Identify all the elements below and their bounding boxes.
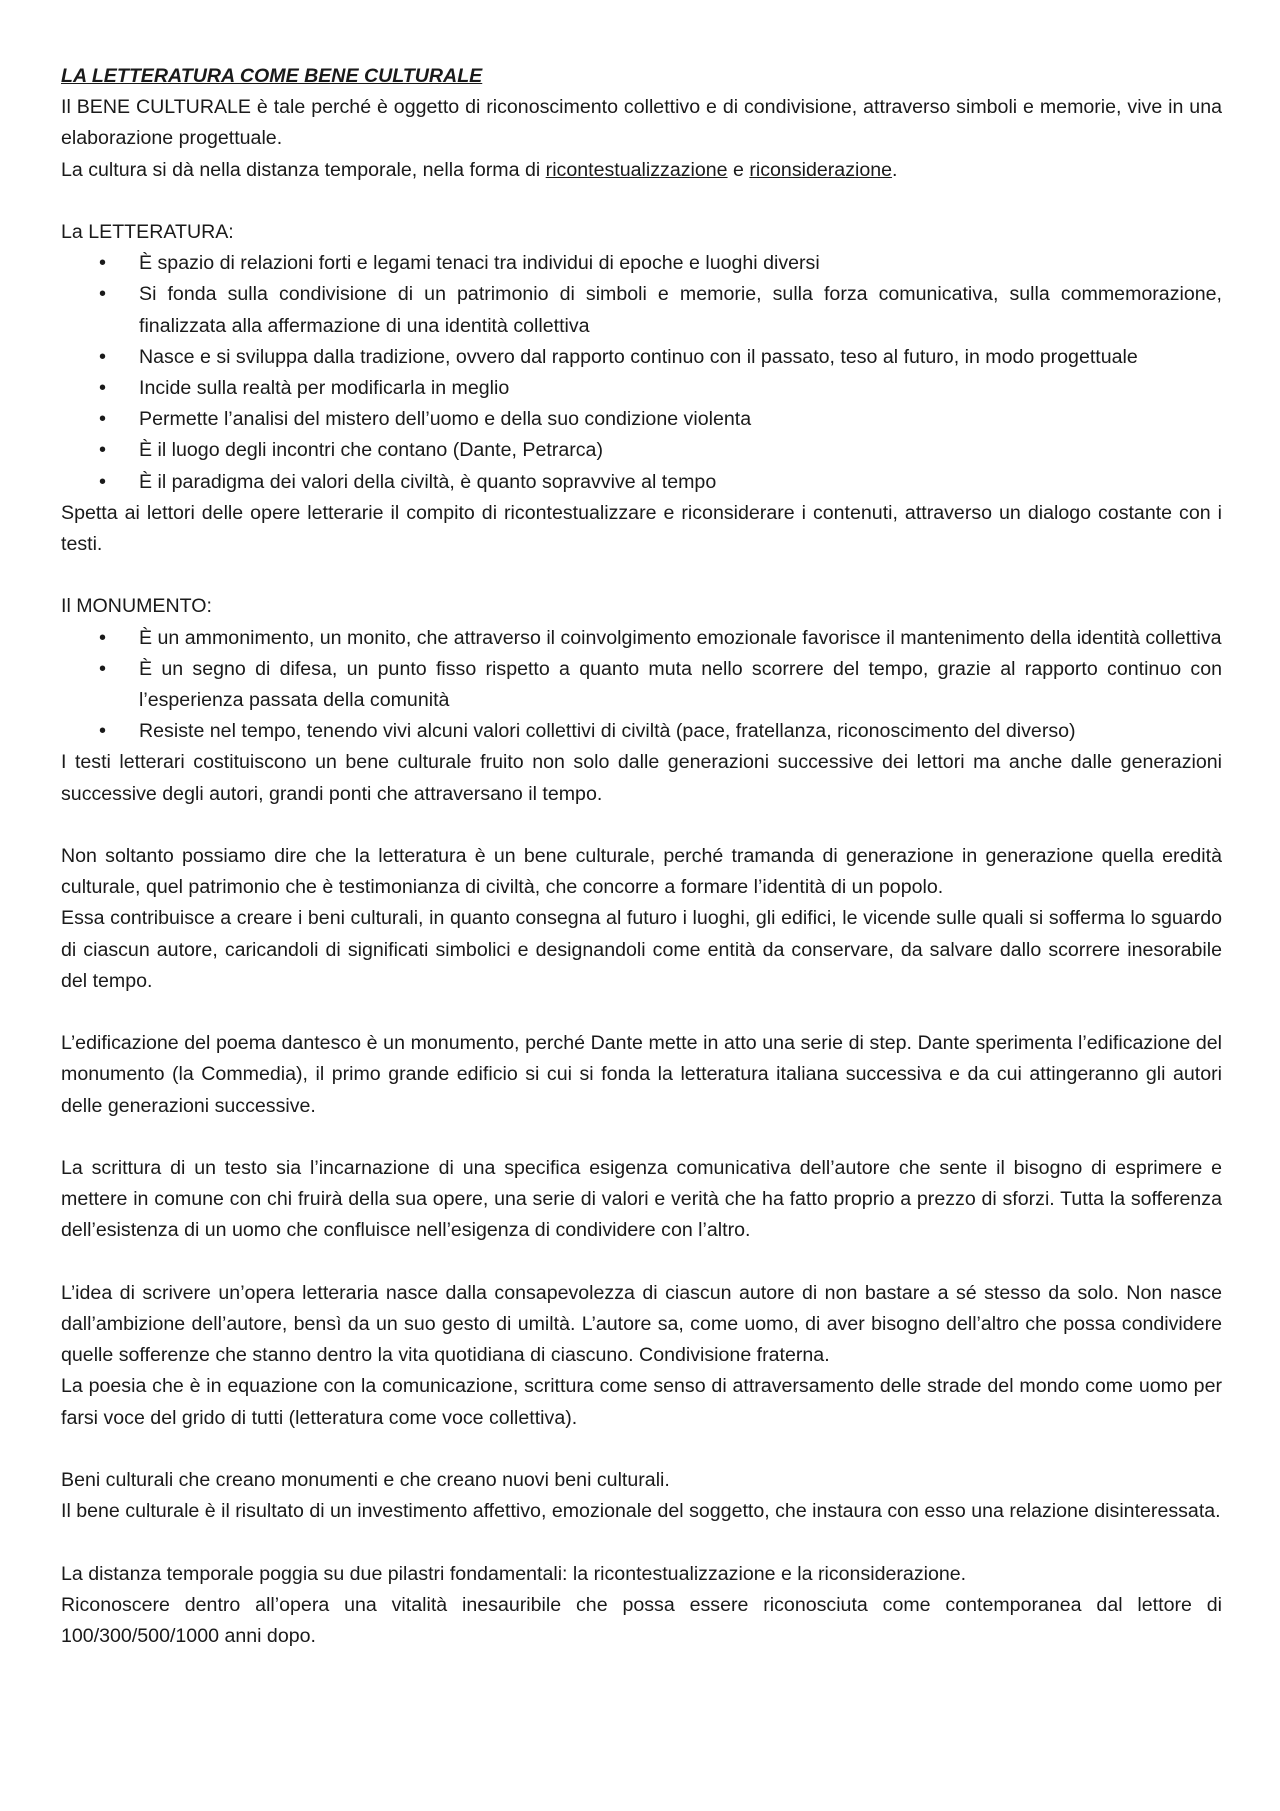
body-paragraph: L’idea di scrivere un’opera letteraria nasce dalla consapevolezza di ciascun autore di non bastare a sé stesso da solo. Non nasce dall’ambizione dell’autore, bensì da un suo gesto di umiltà. L’autore sa, come uomo, di aver bisogno dell’altro che possa condividere quelle sofferenze che stanno dentro la vita quotidiana di ciascuno. Condivisione fraterna. bbox=[61, 1281, 1222, 1367]
monumento-list bbox=[61, 623, 1222, 748]
bullet-icon: • bbox=[99, 470, 107, 493]
list-item-text: È il paradigma dei valori della civiltà, è quanto sopravvive al tempo bbox=[139, 470, 717, 493]
blank-line bbox=[61, 1434, 1222, 1465]
list-item bbox=[61, 467, 1222, 498]
list-item bbox=[61, 623, 1222, 654]
letteratura-heading: La LETTERATURA: bbox=[61, 221, 234, 243]
list-item-text: È un ammonimento, un monito, che attraverso il coinvolgimento emozionale favorisce il mantenimento della identità collettiva bbox=[139, 626, 1222, 649]
body-paragraph: Beni culturali che creano monumenti e che creano nuovi beni culturali. bbox=[61, 1469, 670, 1492]
bullet-icon: • bbox=[99, 345, 107, 368]
body-paragraph: Essa contribuisce a creare i beni culturali, in quanto consegna al futuro i luoghi, gli edifici, le vicende sulle quali si sofferma lo sguardo di ciascun autore, caricandoli di significati simbolici e designandoli come entità da conservare, da salvare dallo scorrere inesorabile del tempo. bbox=[61, 907, 1222, 992]
intro-text-start: La cultura si dà nella distanza temporale, nella forma di bbox=[61, 158, 546, 181]
bullet-icon: • bbox=[99, 439, 107, 462]
list-item bbox=[61, 342, 1222, 373]
blank-line bbox=[61, 1527, 1222, 1558]
list-item-text: È il luogo degli incontri che contano (Dante, Petrarca) bbox=[139, 439, 603, 462]
list-item-text: Resiste nel tempo, tenendo vivi alcuni valori collettivi di civiltà (pace, fratellanza, riconoscimento del diverso) bbox=[139, 720, 1076, 743]
list-item-text: Si fonda sulla condivisione di un patrimonio di simboli e memorie, sulla forza comunicativa, sulla commemorazione, finalizzata alla affermazione di una identità collettiva bbox=[139, 283, 1222, 337]
intro-paragraph-1: Il BENE CULTURALE è tale perché è oggetto di riconoscimento collettivo e di condivisione, attraverso simboli e memorie, vive in una elaborazione progettuale. bbox=[61, 96, 1222, 150]
list-item bbox=[61, 404, 1222, 435]
list-item bbox=[61, 248, 1222, 279]
intro-text-mid: e bbox=[727, 158, 750, 181]
body-paragraph: La scrittura di un testo sia l’incarnazione di una specifica esigenza comunicativa dell’autore che sente il bisogno di esprimere e mettere in comune con chi fruirà della sua opere, una serie di valori e verità che ha fatto proprio a prezzo di sforzi. Tutta la sofferenza dell’esistenza di un uomo che confluisce nell’esigenza di condividere con l’altro. bbox=[61, 1157, 1222, 1242]
document-title: LA LETTERATURA COME BENE CULTURALE bbox=[61, 65, 483, 87]
letteratura-conclusion: Spetta ai lettori delle opere letterarie il compito di ricontestualizzare e riconsiderare i contenuti, attraverso un dialogo costante con i testi. bbox=[61, 501, 1222, 556]
list-item-text: È spazio di relazioni forti e legami tenaci tra individui di epoche e luoghi diversi bbox=[139, 252, 820, 275]
list-item-text: È un segno di difesa, un punto fisso rispetto a quanto muta nello scorrere del tempo, grazie al rapporto continuo con l’esperienza passata della comunità bbox=[139, 657, 1222, 712]
monumento-heading: Il MONUMENTO: bbox=[61, 595, 212, 618]
blank-line bbox=[61, 186, 1222, 217]
body-paragraph: La distanza temporale poggia su due pilastri fondamentali: la ricontestualizzazione e la riconsiderazione. bbox=[61, 1562, 967, 1585]
body-paragraph: La poesia che è in equazione con la comunicazione, scrittura come senso di attraversamento delle strade del mondo come uomo per farsi voce del grido di tutti (letteratura come voce collettiva). bbox=[61, 1375, 1222, 1429]
list-item bbox=[61, 279, 1222, 341]
list-item-text: Incide sulla realtà per modificarla in meglio bbox=[139, 377, 510, 400]
bullet-icon: • bbox=[99, 657, 107, 680]
blank-line bbox=[61, 560, 1222, 591]
blank-line bbox=[61, 1122, 1222, 1153]
bullet-icon: • bbox=[99, 283, 107, 306]
bullet-icon: • bbox=[99, 252, 107, 275]
body-paragraph: Il bene culturale è il risultato di un investimento affettivo, emozionale del soggetto, che instaura con esso una relazione disinteressata. bbox=[61, 1500, 1221, 1523]
blank-line bbox=[61, 997, 1222, 1028]
list-item bbox=[61, 373, 1222, 404]
blank-line bbox=[61, 1247, 1222, 1278]
body-paragraph: Non soltanto possiamo dire che la letteratura è un bene culturale, perché tramanda di generazione in generazione quella eredità culturale, quel patrimonio che è testimonianza di civiltà, che concorre a formare l’identità di un popolo. bbox=[61, 845, 1222, 899]
body-paragraph: L’edificazione del poema dantesco è un monumento, perché Dante mette in atto una serie di step. Dante sperimenta l’edificazione del monumento (la Commedia), il primo grande edificio si cui si fonda la letteratura italiana successiva e da cui attingeranno gli autori delle generazioni successive. bbox=[61, 1032, 1222, 1117]
body-paragraph: Riconoscere dentro all’opera una vitalità inesauribile che possa essere riconosciuta come contemporanea dal lettore di 100/300/500/1000 anni dopo. bbox=[61, 1593, 1222, 1648]
blank-line bbox=[61, 810, 1222, 841]
list-item bbox=[61, 435, 1222, 466]
bullet-icon: • bbox=[99, 626, 107, 649]
bullet-icon: • bbox=[99, 408, 107, 431]
monumento-conclusion: I testi letterari costituiscono un bene culturale fruito non solo dalle generazioni successive dei lettori ma anche dalle generazioni successive degli autori, grandi ponti che attraversano il tempo. bbox=[61, 751, 1222, 805]
bullet-icon: • bbox=[99, 720, 107, 743]
underlined-term-riconsiderazione: riconsiderazione bbox=[749, 158, 893, 181]
intro-paragraph-2 bbox=[61, 155, 1222, 186]
list-item-text: Permette l’analisi del mistero dell’uomo e della suo condizione violenta bbox=[139, 408, 752, 431]
bullet-icon: • bbox=[99, 377, 107, 400]
intro-text-end: . bbox=[892, 158, 898, 181]
letteratura-list bbox=[61, 248, 1222, 498]
list-item bbox=[61, 654, 1222, 716]
list-item-text: Nasce e si sviluppa dalla tradizione, ovvero dal rapporto continuo con il passato, teso al futuro, in modo progettuale bbox=[139, 345, 1138, 368]
list-item bbox=[61, 716, 1222, 747]
underlined-term-ricontestualizzazione: ricontestualizzazione bbox=[545, 158, 728, 181]
